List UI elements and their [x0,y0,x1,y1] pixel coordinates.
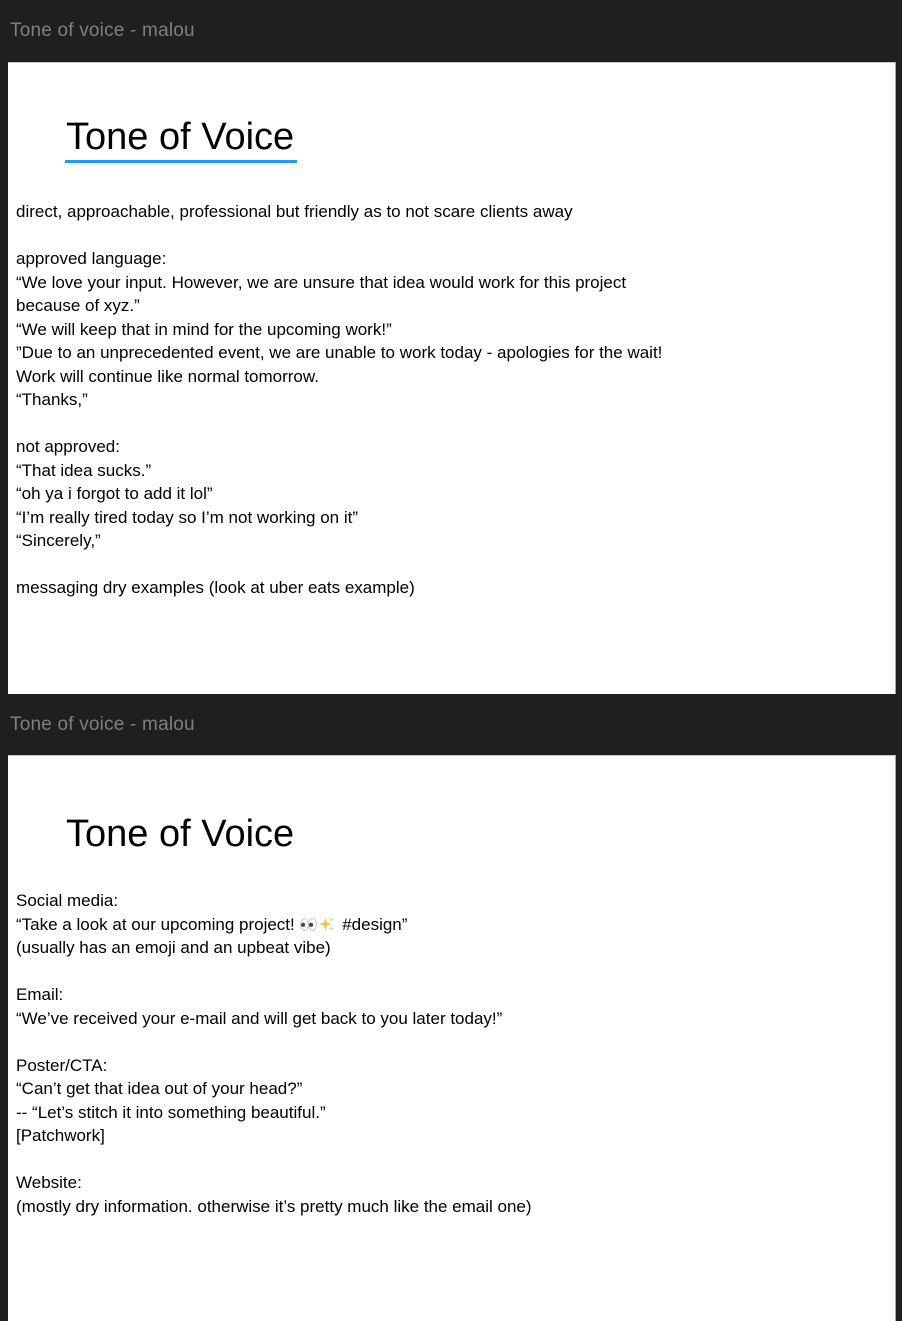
social-quote-pre: “Take a look at our upcoming project! [16,914,300,934]
text-line: not approved: [16,437,120,456]
body-text-block-1 [16,200,895,600]
text-line: “oh ya i forgot to add it lol” [16,484,213,503]
page-title-text: Tone of Voice [66,813,295,855]
frame-label-tone-of-voice-2[interactable]: Tone of voice - malou [10,713,195,735]
text-line [16,1148,895,1172]
frame-label-tone-of-voice-1[interactable]: Tone of voice - malou [10,20,195,41]
page-tone-of-voice-1[interactable] [8,62,896,694]
page-title-text-underlined: Tone of Voice [65,115,297,163]
text-line: “We’ve received your e-mail and will get back to you later today!” [16,1008,503,1028]
text-line: (usually has an emoji and an upbeat vibe) [16,938,331,957]
text-line: “I’m really tired today so I’m not working on it” [16,507,359,527]
text-line [16,1030,895,1054]
text-line [16,553,895,577]
body-text-block-2 [16,889,895,1218]
sparkles-emoji [319,915,336,930]
text-line: “Sincerely,” [16,531,101,550]
text-line: approved language: [16,249,167,268]
text-line: -- “Let’s stitch it into something beautiful.” [16,1102,326,1122]
page-tone-of-voice-2[interactable] [8,755,896,1321]
text-line-social-quote [16,913,895,937]
text-line: ”Due to an unprecedented event, we are unable to work today - apologies for the wait! [16,343,663,362]
text-line: “We love your input. However, we are unsure that idea would work for this project [16,272,627,292]
eyes-emoji [300,915,317,930]
page-title [66,115,895,163]
text-line: messaging dry examples (look at uber eats example) [16,578,415,597]
text-line: “Thanks,” [16,390,88,409]
page-title [66,812,895,856]
text-line: “That idea sucks.” [16,460,152,480]
text-line: Work will continue like normal tomorrow. [16,366,319,386]
text-line: “Can’t get that idea out of your head?” [16,1079,303,1098]
text-line: “We will keep that in mind for the upcoming work!” [16,319,392,339]
text-line [16,960,895,984]
text-line: because of xyz.” [16,296,140,315]
text-line: direct, approachable, professional but friendly as to not scare clients away [16,202,573,221]
social-quote-post: #design” [337,914,408,934]
text-line: Poster/CTA: [16,1055,108,1075]
text-line [16,224,895,248]
text-line: [Patchwork] [16,1126,105,1145]
text-line: Email: [16,985,64,1004]
text-line: Social media: [16,891,119,910]
text-line [16,412,895,436]
text-line: (mostly dry information. otherwise it’s pretty much like the email one) [16,1196,532,1216]
text-line: Website: [16,1173,82,1192]
